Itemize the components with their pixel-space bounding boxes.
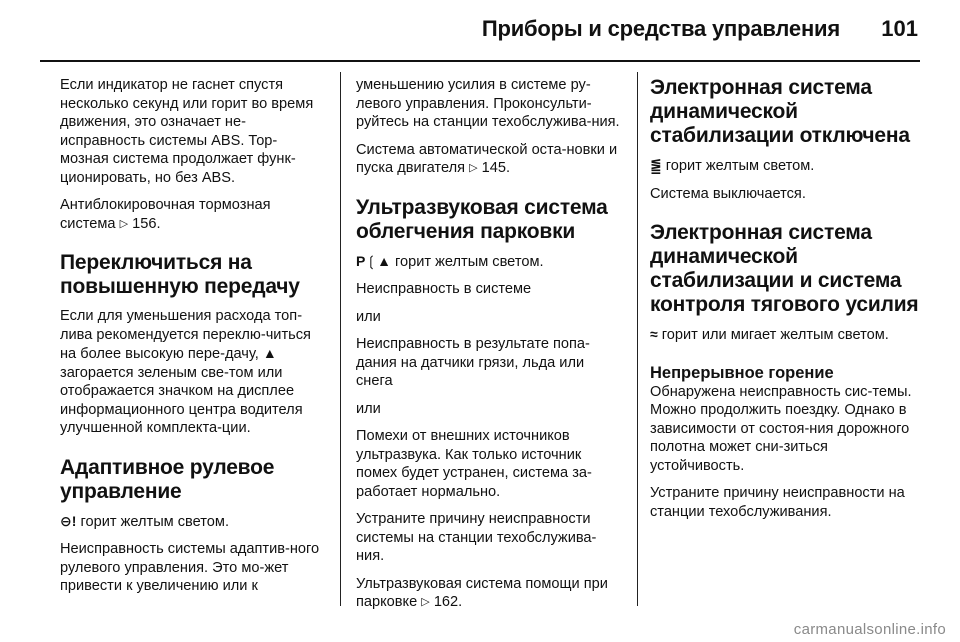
triangle-right-icon: ▷: [119, 217, 129, 230]
park-lamp-line: [356, 252, 622, 272]
esc-off-paragraph: Система выключается.: [650, 185, 806, 202]
park-lamp-text: горит желтым светом.: [395, 253, 544, 270]
shift-paragraph: [60, 307, 326, 438]
shift-heading: Переключиться на повышенную передачу: [60, 251, 300, 298]
esc-off-icon: ⪑: [650, 157, 662, 173]
esc-tc-lamp-line: [650, 325, 922, 345]
continuous-heading: Непрерывное горение: [650, 363, 834, 382]
column-2: [356, 76, 622, 621]
start-stop-text: Система автоматической оста-новки и пуска двигателя: [356, 141, 618, 176]
abs-reference-text: Антиблокировочная тормозная система: [60, 197, 271, 232]
park-fix: Устраните причину неисправности системы на станции техобслужива-ния.: [356, 511, 597, 564]
steering-paragraph: Неисправность системы адаптив-ного рулевого управления. Это мо-жет привести к увеличению или к: [60, 541, 320, 594]
park-or-1: или: [356, 308, 381, 325]
column-divider: [340, 72, 341, 606]
watermark: carmanualsonline.info: [793, 621, 946, 638]
column-divider: [637, 72, 638, 606]
shift-text-before: Если для уменьшения расхода топ-лива рекомендуется переклю-читься на более высокую пере-дачу,: [60, 308, 311, 362]
column-3: [650, 76, 922, 530]
shift-text-after: загорается зеленым све-том или отображается значком на дисплее информационного центра водителя улучшенной комплекта-ции.: [60, 364, 303, 436]
park-heading: Ультразвуковая система облегчения парковки: [356, 195, 608, 243]
steering-lamp-line: [60, 512, 326, 532]
page-title: Приборы и средства управления: [481, 16, 840, 41]
triangle-right-icon: ▷: [421, 596, 430, 608]
abs-reference: [60, 196, 326, 233]
park-reference-text: Ультразвуковая система помощи при парковке: [356, 575, 608, 610]
abs-reference-page[interactable]: 156.: [132, 215, 161, 232]
shift-up-arrow-icon: ▲: [262, 345, 277, 361]
page-header: [0, 0, 960, 60]
esc-tc-lamp-text: горит или мигает желтым светом.: [661, 327, 889, 343]
start-stop-reference: [356, 141, 622, 178]
park-assist-icon: P❲▲: [356, 252, 391, 269]
park-or-2: или: [356, 400, 381, 417]
park-fault-3: Помехи от внешних источников ультразвука. Как только источник помех будет устранен, система за-работает нормально.: [356, 428, 592, 500]
header-divider: [40, 60, 920, 62]
abs-paragraph: Если индикатор не гаснет спустя несколько секунд или горит во время движения, это означает не-исправность системы ABS. Тор-мозная система продолжает функ-ционировать, но без ABS.: [60, 77, 314, 186]
steering-exclamation-icon: ⊖!: [60, 512, 77, 529]
start-stop-page[interactable]: 145.: [481, 160, 510, 176]
esc-off-heading: Электронная система динамической стабилизации отключена: [650, 76, 910, 147]
esc-skid-icon: ≈: [650, 326, 658, 342]
column-1: [60, 76, 326, 605]
steering-continued: уменьшению усилия в системе ру-левого управления. Проконсульти-руйтесь на станции техобслужива-ния.: [356, 77, 620, 130]
continuous-paragraph: Обнаружена неисправность сис-темы. Можно продолжить поездку. Однако в зависимости от состоя-ния дорожного полотна может сни-зиться устойчивость.: [650, 383, 912, 474]
page-number: 101: [881, 16, 918, 41]
esc-off-lamp-line: [650, 156, 922, 176]
continuous-fix: Устраните причину неисправности на станции техобслуживания.: [650, 485, 905, 520]
park-reference: [356, 575, 622, 612]
steering-heading: Адаптивное рулевое управление: [60, 455, 275, 503]
steering-lamp-text: горит желтым светом.: [80, 513, 230, 530]
park-reference-page[interactable]: 162.: [433, 594, 463, 610]
park-fault-1: Неисправность в системе: [356, 281, 532, 297]
triangle-right-icon: ▷: [469, 162, 478, 174]
esc-off-lamp-text: горит желтым светом.: [665, 158, 815, 174]
park-fault-2: Неисправность в результате попа-дания на датчики грязи, льда или снега: [356, 336, 590, 389]
esc-tc-heading: Электронная система динамической стабилизации и система контроля тягового усилия: [650, 221, 919, 316]
